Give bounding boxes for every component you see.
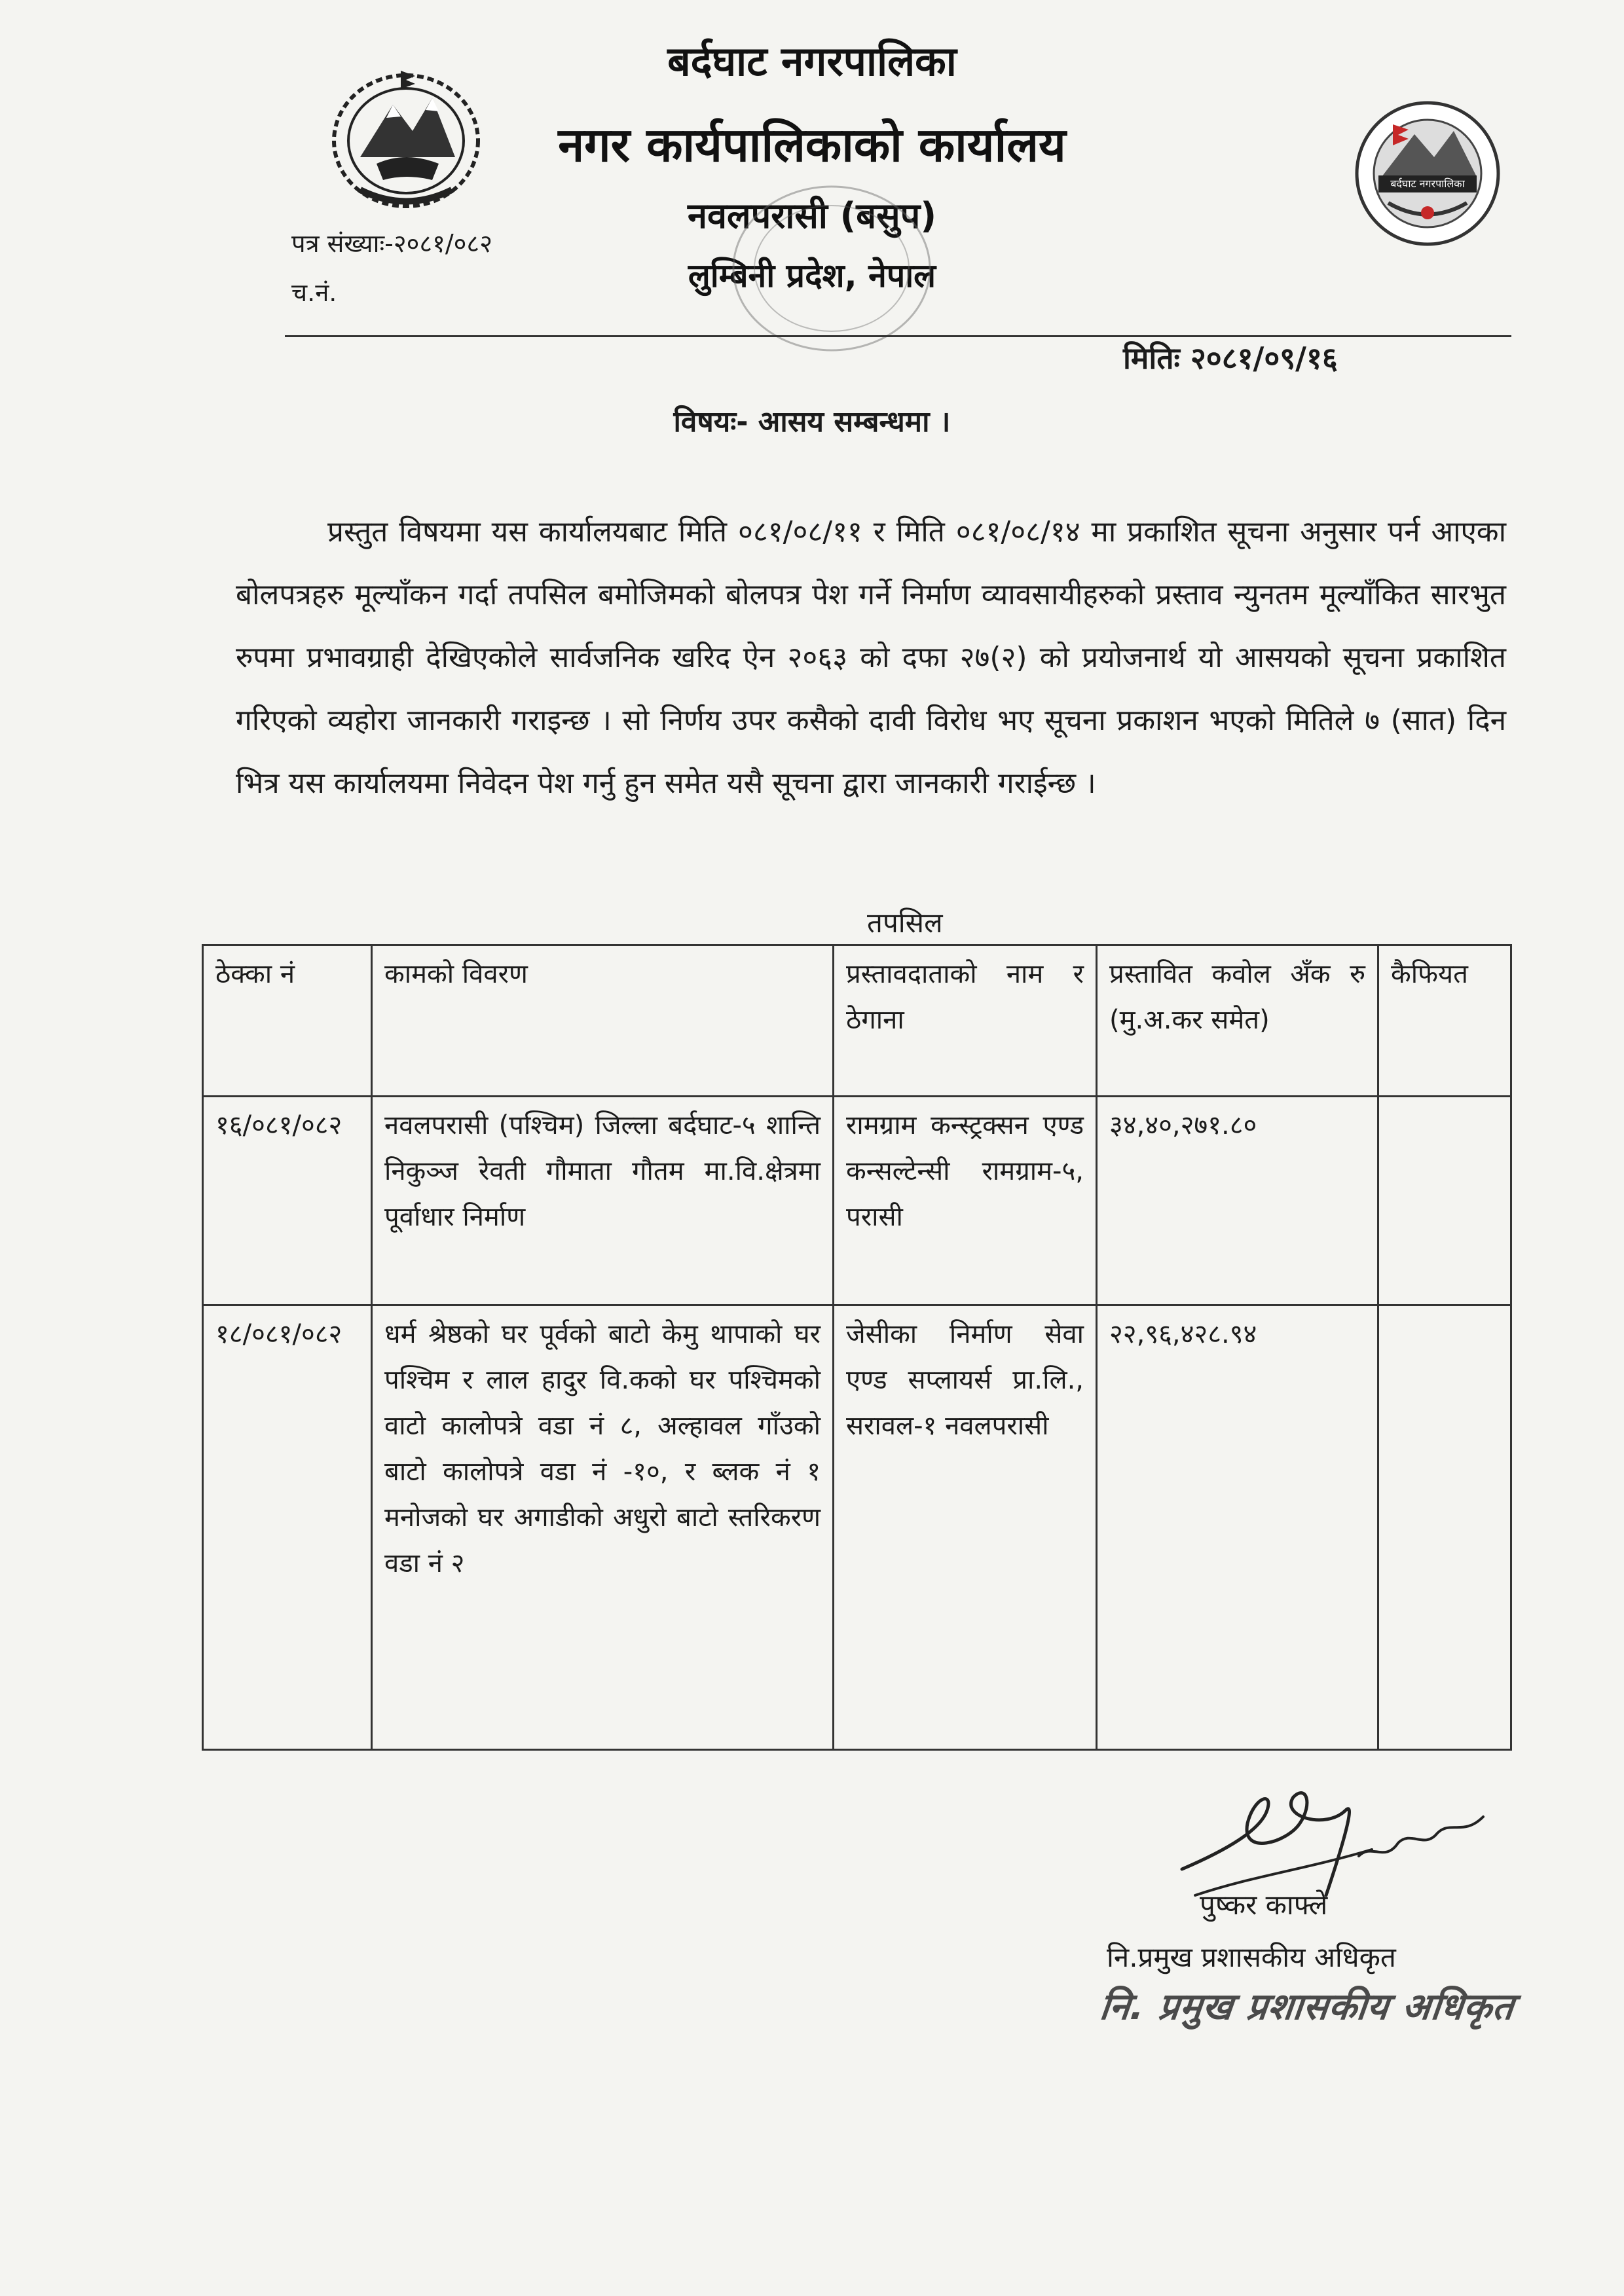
description-cell: धर्म श्रेष्ठको घर पूर्वको बाटो केमु थापाको घर पश्चिम र लाल हादुर वि.कको घर पश्चिमको वाटो कालोपत्रे वडा नं ८, अल्हावल गाँउको बाटो कालोपत्रे वडा नं -१०, र ब्लक नं १ मनोजको घर अगाडीको अधुरो बाटो स्तरिकरण वडा नं २ bbox=[372, 1305, 834, 1750]
remarks-cell bbox=[1378, 1097, 1511, 1305]
amount-cell: ३४,४०,२७१.८० bbox=[1097, 1097, 1378, 1305]
subject-line: विषयः- आसय सम्बन्धमा । bbox=[673, 405, 951, 439]
contract-no-cell: १८/०८१/०८२ bbox=[203, 1305, 372, 1750]
dispatch-number: च.नं. bbox=[291, 278, 337, 307]
contract-no-cell: १६/०८१/०८२ bbox=[203, 1097, 372, 1305]
district-name: नवलपरासी (बसुप) bbox=[687, 195, 936, 236]
bid-table bbox=[202, 944, 1512, 1751]
table-title: तपसिल bbox=[867, 907, 943, 939]
municipality-name: बर्दघाट नगरपालिका bbox=[667, 37, 957, 85]
province-name: लुम्बिनी प्रदेश, नेपाल bbox=[688, 257, 936, 295]
reference-number: पत्र संख्याः-२०८१/०८२ bbox=[291, 229, 492, 258]
col-description: कामको विवरण bbox=[372, 945, 834, 1097]
signatory-title: नि.प्रमुख प्रशासकीय अधिकृत bbox=[1107, 1941, 1396, 1973]
municipality-logo-icon bbox=[1352, 98, 1503, 249]
col-remarks: कैफियत bbox=[1378, 945, 1511, 1097]
col-contract-no: ठेक्का नं bbox=[203, 945, 372, 1097]
office-name: नगर कार्यपालिकाको कार्यालय bbox=[558, 117, 1066, 172]
office-seal-stamp bbox=[724, 177, 940, 367]
col-amount: प्रस्तावित कवोल अँक रु (मु.अ.कर समेत) bbox=[1097, 945, 1378, 1097]
description-cell: नवलपरासी (पश्चिम) जिल्ला बर्दघाट-५ शान्ति निकुञ्ज रेवती गौमाता गौतम मा.वि.क्षेत्रमा पूर्वाधार निर्माण bbox=[372, 1097, 834, 1305]
letter-date: मितिः २०८१/०९/१६ bbox=[1123, 340, 1338, 376]
bidder-cell: जेसीका निर्माण सेवा एण्ड सप्लायर्स प्रा.लि., सरावल-१ नवलपरासी bbox=[834, 1305, 1097, 1750]
table-header-row bbox=[203, 945, 1511, 1097]
col-bidder: प्रस्तावदाताको नाम र ठेगाना bbox=[834, 945, 1097, 1097]
amount-cell: २२,९६,४२८.९४ bbox=[1097, 1305, 1378, 1750]
table-row bbox=[203, 1305, 1511, 1750]
signatory-designation-stamp: नि. प्रमुख प्रशासकीय अधिकृत bbox=[1098, 1986, 1517, 2028]
signatory-name: पुष्कर काफ्ले bbox=[1200, 1889, 1328, 1921]
body-paragraph: प्रस्तुत विषयमा यस कार्यालयबाट मिति ०८१/०८/११ र मिति ०८१/०८/१४ मा प्रकाशित सूचना अनुसार पर्न आएका बोलपत्रहरु मूल्याँकन गर्दा तपसिल बमोजिमको बोलपत्र पेश गर्ने निर्माण व्यावसायीहरुको प्रस्ताव न्युनतम मूल्याँकित सारभुत रुपमा प्रभावग्राही देखिएकोले सार्वजनिक खरिद ऐन २०६३ को दफा २७(२) को प्रयोजनार्थ यो आसयको सूचना प्रकाशित गरिएको व्यहोरा जानकारी गराइन्छ । सो निर्णय उपर कसैको दावी विरोध भए सूचना प्रकाशन भएको मितिले ७ (सात) दिन भित्र यस कार्यालयमा निवेदन पेश गर्नु हुन समेत यसै सूचना द्वारा जानकारी गराईन्छ । bbox=[236, 515, 1506, 800]
table-row bbox=[203, 1097, 1511, 1305]
remarks-cell bbox=[1378, 1305, 1511, 1750]
office-seal-stamp-group bbox=[733, 187, 930, 350]
logo-text: बर्दघाट नगरपालिका bbox=[1390, 177, 1465, 190]
bidder-cell: रामग्राम कन्स्ट्रक्सन एण्ड कन्सल्टेन्सी रामग्राम-५, परासी bbox=[834, 1097, 1097, 1305]
